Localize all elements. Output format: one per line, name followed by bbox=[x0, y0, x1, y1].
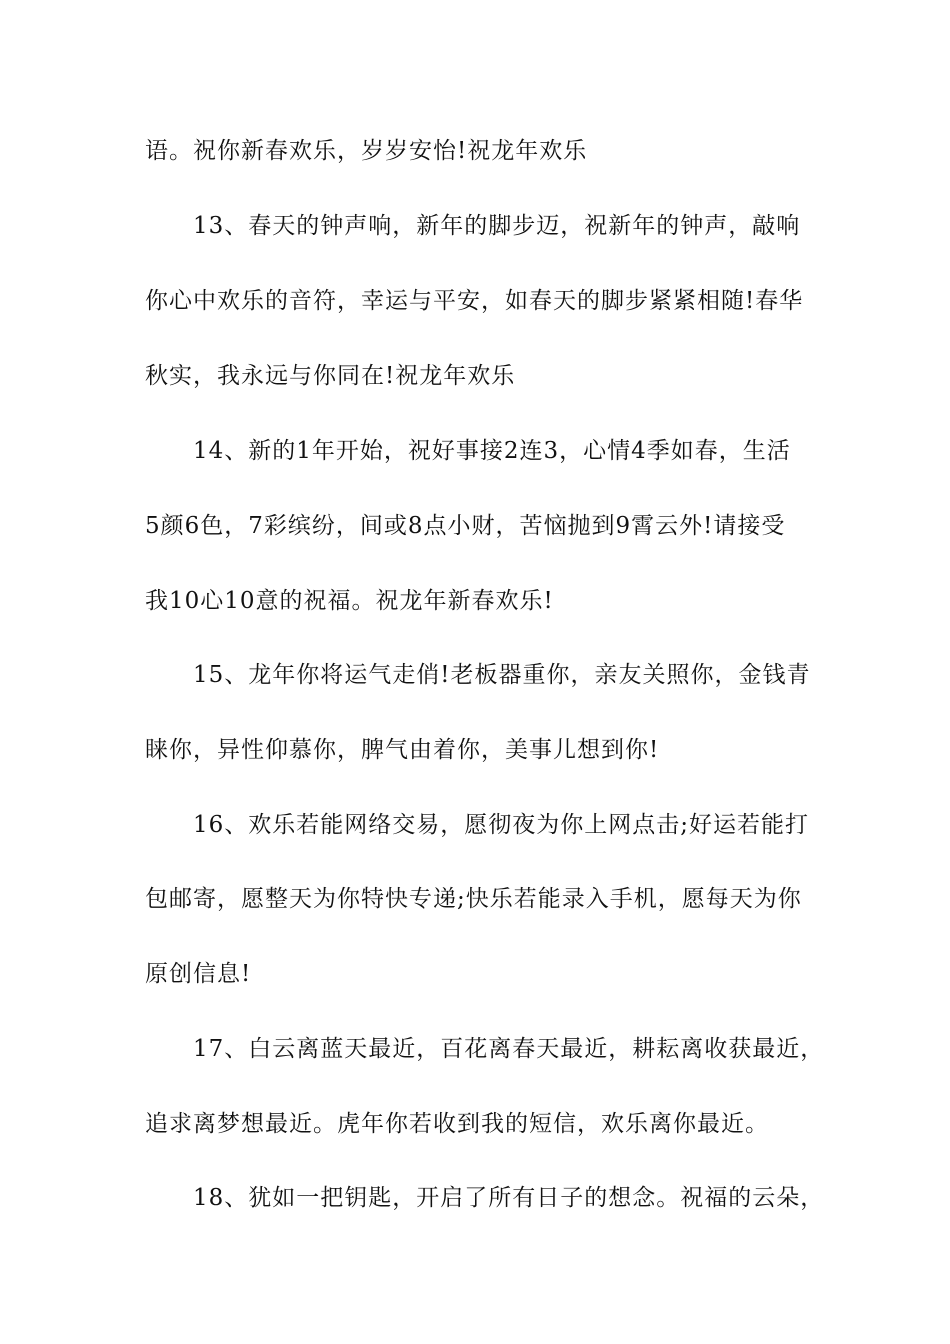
text-line: 16、欢乐若能网络交易，愿彻夜为你上网点击;好运若能打 bbox=[193, 812, 810, 838]
text-line: 睐你，异性仰慕你，脾气由着你，美事儿想到你! bbox=[145, 737, 660, 763]
text-line: 你心中欢乐的音符，幸运与平安，如春天的脚步紧紧相随!春华 bbox=[145, 288, 804, 314]
text-line: 秋实，我永远与你同在!祝龙年欢乐 bbox=[145, 363, 516, 389]
text-line: 原创信息! bbox=[145, 961, 252, 987]
text-line: 我10心10意的祝福。祝龙年新春欢乐! bbox=[145, 588, 554, 614]
text-line: 追求离梦想最近。虎年你若收到我的短信，欢乐离你最近。 bbox=[145, 1111, 769, 1137]
text-line: 5颜6色，7彩缤纷，间或8点小财，苦恼抛到9霄云外!请接受 bbox=[145, 513, 786, 539]
text-line: 语。祝你新春欢乐，岁岁安怡!祝龙年欢乐 bbox=[145, 138, 588, 164]
text-line: 17、白云离蓝天最近，百花离春天最近，耕耘离收获最近， bbox=[193, 1036, 825, 1062]
text-line: 18、犹如一把钥匙，开启了所有日子的想念。祝福的云朵， bbox=[193, 1185, 825, 1211]
text-line: 14、新的1年开始，祝好事接2连3，心情4季如春，生活 bbox=[193, 438, 791, 464]
text-line: 15、龙年你将运气走俏!老板器重你，亲友关照你，金钱青 bbox=[193, 662, 811, 688]
text-line: 包邮寄，愿整天为你特快专递;快乐若能录入手机，愿每天为你 bbox=[145, 886, 802, 912]
text-line: 13、春天的钟声响，新年的脚步迈，祝新年的钟声，敲响 bbox=[193, 213, 801, 239]
